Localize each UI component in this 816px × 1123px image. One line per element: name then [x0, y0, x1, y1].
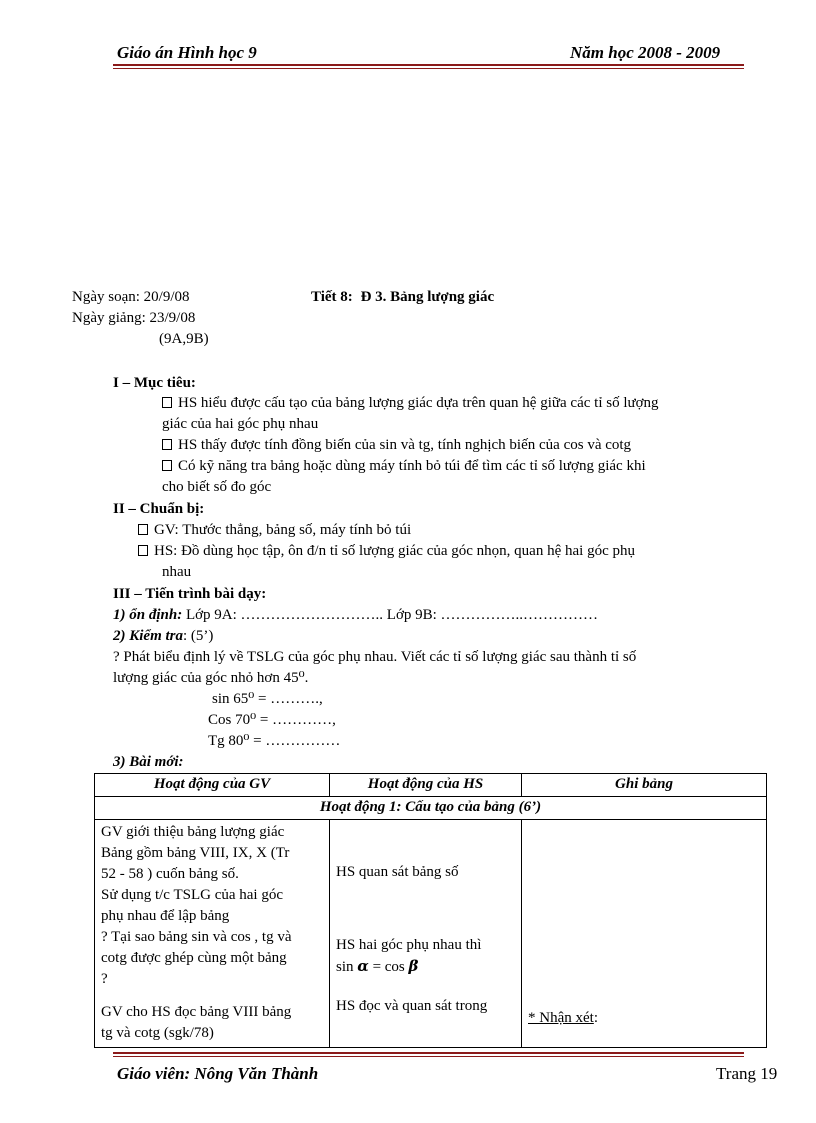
- new-lesson-label: 3) Bài mới:: [113, 754, 184, 770]
- checkbox-icon: [138, 545, 148, 556]
- note-remark: * Nhận xét:: [528, 1010, 598, 1026]
- footer-rule-thin: [113, 1056, 744, 1057]
- kiem-tra-time: : (5’): [183, 628, 214, 644]
- checkbox-icon: [138, 524, 148, 535]
- on-dinh-line: [113, 605, 598, 626]
- lesson-title: Đ 3. Bảng lượng giác: [360, 289, 495, 305]
- col-gv-header: Hoạt động của GV: [95, 774, 330, 797]
- lesson-table: [94, 773, 767, 1048]
- page-number: Trang 19: [716, 1064, 778, 1083]
- formula-cos: Cos 70⁰ = …………,: [208, 712, 336, 728]
- lesson-heading: [311, 287, 494, 308]
- kiem-tra-line: [113, 626, 213, 647]
- objective-item-cont: cho biết số đo góc: [162, 479, 272, 495]
- alpha-symbol: α: [357, 957, 369, 975]
- header-school-year: Năm học 2008 - 2009: [570, 43, 721, 62]
- objectives-list: [162, 393, 762, 498]
- preparation-item: GV: Thước thẳng, bảng số, máy tính bỏ túi: [138, 520, 758, 541]
- objective-item: HS hiểu được cấu tạo của bảng lượng giác dựa trên quan hệ giữa các tỉ số lượng: [162, 393, 762, 414]
- formula-sin: sin 65⁰ = ……….,: [212, 691, 323, 707]
- class-list: (9A,9B): [159, 331, 209, 347]
- ghi-bang-cell: [522, 820, 767, 1048]
- hs-read: HS đọc và quan sát trong: [336, 998, 488, 1014]
- col-hs-header: Hoạt động của HS: [330, 774, 522, 797]
- ngay-giang: Ngày giảng: 23/9/08: [72, 310, 196, 326]
- kiem-tra-label: 2) Kiểm tra: [113, 628, 183, 644]
- header-rule-thick: [113, 64, 744, 66]
- objective-item-cont: giác của hai góc phụ nhau: [162, 416, 319, 432]
- header-rule-thin: [113, 68, 744, 69]
- gv-cell: GV giới thiệu bảng lượng giác Bảng gồm bảng VIII, IX, X (Tr 52 - 58 ) cuốn bảng số. Sử dụng t/c TSLG của hai góc phụ nhau để lập bảng ? Tại sao bảng sin và cos , tg và cotg được ghép cùng một bảng ? GV cho HS đọc bảng VIII bảng tg và cotg (sgk/78): [95, 820, 330, 1048]
- hs-cell: [330, 820, 522, 1048]
- activity-row: [95, 797, 767, 820]
- table-row: [95, 820, 767, 1048]
- objective-item: Có kỹ năng tra bảng hoặc dùng máy tính bỏ túi để tìm các tỉ số lượng giác khi: [162, 456, 762, 477]
- preparation-item-cont: nhau: [162, 564, 192, 580]
- section-procedure-title: III – Tiến trình bài dạy:: [113, 586, 267, 602]
- checkbox-icon: [162, 397, 172, 408]
- footer-rule-thick: [113, 1052, 744, 1054]
- formula-tg: Tg 80⁰ = ……………: [208, 733, 341, 749]
- objective-item: HS thấy được tính đồng biến của sin và tg, tính nghịch biến của cos và cotg: [162, 435, 762, 456]
- preparation-item: HS: Đồ dùng học tập, ôn đ/n tỉ số lượng giác của góc nhọn, quan hệ hai góc phụ: [138, 541, 758, 562]
- col-ghi-bang-header: Ghi bảng: [522, 774, 767, 797]
- on-dinh-label: 1) ổn định:: [113, 607, 183, 623]
- ngay-soan: Ngày soạn: 20/9/08: [72, 289, 190, 305]
- lesson-number: Tiết 8:: [311, 289, 353, 305]
- preparation-list: [138, 520, 758, 583]
- activity-1-title: Hoạt động 1: Cấu tạo của bảng (6’): [95, 797, 767, 820]
- section-preparation-title: II – Chuẩn bị:: [113, 501, 205, 517]
- checkbox-icon: [162, 460, 172, 471]
- checkbox-icon: [162, 439, 172, 450]
- on-dinh-text: Lớp 9A: ……………………….. Lớp 9B: ……………..……………: [185, 607, 599, 623]
- footer-teacher: Giáo viên: Nông Văn Thành: [117, 1064, 319, 1083]
- hs-formula: sin α = cos β: [336, 957, 419, 975]
- section-objectives-title: I – Mục tiêu:: [113, 375, 196, 391]
- hs-answer: HS hai góc phụ nhau thì: [336, 937, 482, 953]
- header-title: Giáo án Hình học 9: [117, 43, 257, 62]
- beta-symbol: β: [408, 957, 419, 975]
- table-header-row: [95, 774, 767, 797]
- hs-observe: HS quan sát bảng số: [336, 864, 459, 880]
- check-question: ? Phát biểu định lý về TSLG của góc phụ nhau. Viết các tỉ số lượng giác sau thành tỉ số lượng giác của góc nhỏ hơn 45⁰.: [113, 649, 637, 686]
